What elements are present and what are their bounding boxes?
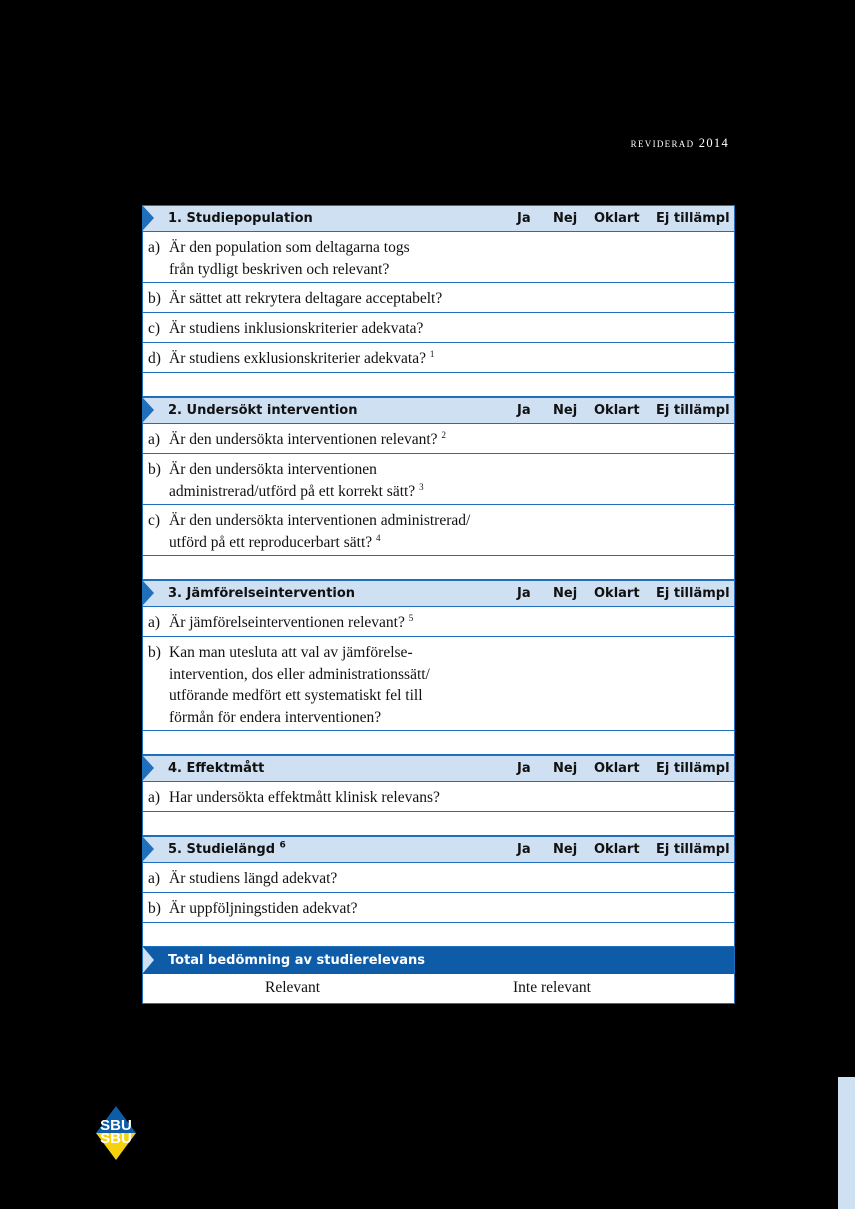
footnote-ref: 5 — [408, 612, 414, 623]
question-row: a) Är studiens längd adekvat? — [143, 863, 734, 893]
total-title: Total bedömning av studierelevans — [168, 953, 426, 968]
col-ej-tillampl: Ej tillämpl — [656, 842, 730, 857]
question-row: c) Är den undersökta interventionen administrerad/ utförd på ett reproducerbart sätt? $^4$ — [143, 505, 734, 556]
question-text: Är studiens längd adekvat? — [169, 870, 338, 887]
footnote-ref: 2 — [441, 429, 446, 440]
question-text: Är den undersökta interventionen relevant? $^2$ — [169, 429, 446, 448]
side-tab — [838, 1077, 855, 1209]
section-title: 4. Effektmått — [168, 761, 265, 776]
col-nej: Nej — [553, 586, 578, 601]
footnote-ref: 6 — [279, 840, 286, 851]
col-nej: Nej — [553, 761, 578, 776]
question-row: a) Är den population som deltagarna togs från tydligt beskriven och relevant? — [143, 232, 734, 283]
svg-text:SBU: SBU — [100, 1130, 132, 1147]
col-ej-tillampl: Ej tillämpl — [656, 586, 730, 601]
section-title: 2. Undersökt intervention — [168, 403, 358, 418]
question-row: a) Har undersökta effektmått klinisk relevans? — [143, 782, 734, 812]
col-nej: Nej — [553, 211, 578, 226]
question-row: a) Är den undersökta interventionen relevant? $^2$ — [143, 424, 734, 454]
col-ja: Ja — [517, 586, 531, 601]
col-ja: Ja — [517, 403, 531, 418]
section-spacer — [143, 923, 734, 947]
question-row: c) Är studiens inklusionskriterier adekvata? — [143, 313, 734, 343]
question-text: Är den undersökta interventionen administrerad/utförd på ett korrekt sätt? $^3$ — [169, 461, 424, 500]
col-oklart: Oklart — [594, 403, 640, 418]
col-oklart: Oklart — [594, 761, 640, 776]
total-options-row — [143, 974, 734, 1003]
checklist-table — [142, 205, 735, 1004]
question-text: Är den undersökta interventionen administrerad/ utförd på ett reproducerbart sätt? $^4$ — [169, 512, 471, 551]
question-text: Kan man utesluta att val av jämförelse- intervention, dos eller administrationssätt/ utförande medfört ett systematiskt fel till förmån för endera interventionen? — [169, 644, 430, 726]
question-row: a) Är jämförelseinterventionen relevant? $^5$ — [143, 607, 734, 637]
triangle-marker-icon — [143, 947, 154, 973]
triangle-marker-icon — [143, 837, 154, 861]
section-title: 1. Studiepopulation — [168, 211, 313, 226]
question-text: Är studiens inklusionskriterier adekvata? — [169, 320, 424, 337]
triangle-marker-icon — [143, 398, 154, 422]
section-header-undersokt-intervention — [143, 397, 734, 424]
question-row: d) Är studiens exklusionskriterier adekvata? $^1$ — [143, 343, 734, 373]
footnote-ref: 4 — [376, 532, 381, 543]
footnote-ref: 1 — [429, 348, 435, 359]
section-spacer — [143, 731, 734, 755]
section-spacer — [143, 812, 734, 836]
col-ja: Ja — [517, 761, 531, 776]
question-text: Är uppföljningstiden adekvat? — [169, 900, 358, 917]
col-ej-tillampl: Ej tillämpl — [656, 211, 730, 226]
section-spacer — [143, 373, 734, 397]
col-ja: Ja — [517, 211, 531, 226]
option-inte-relevant: Inte relevant — [513, 979, 591, 996]
question-row: b) Är uppföljningstiden adekvat? — [143, 893, 734, 923]
question-text: Är studiens exklusionskriterier adekvata? $^1$ — [169, 348, 435, 367]
section-header-jamforelseintervention — [143, 580, 734, 607]
section-header-effektmatt — [143, 755, 734, 782]
question-text: Är sättet att rekrytera deltagare acceptabelt? — [169, 290, 443, 307]
col-ej-tillampl: Ej tillämpl — [656, 761, 730, 776]
option-relevant: Relevant — [265, 979, 321, 996]
col-oklart: Oklart — [594, 586, 640, 601]
triangle-marker-icon — [143, 206, 154, 230]
question-row: b) Kan man utesluta att val av jämförelse- intervention, dos eller administrationssätt/ utförande medfört ett systematiskt fel till förmån för endera interventionen? — [143, 637, 734, 731]
svg-text:SBU: SBU — [100, 1117, 132, 1134]
sbu-logo — [96, 1106, 136, 1160]
question-row: b) Är sättet att rekrytera deltagare acceptabelt? — [143, 283, 734, 313]
triangle-marker-icon — [143, 581, 154, 605]
triangle-marker-icon — [143, 756, 154, 780]
revision-label: reviderad 2014 — [630, 136, 729, 150]
col-ej-tillampl: Ej tillämpl — [656, 403, 730, 418]
footnote-ref: 3 — [419, 481, 424, 492]
col-ja: Ja — [517, 842, 531, 857]
question-text: Är den population som deltagarna togs från tydligt beskriven och relevant? — [169, 239, 410, 278]
col-oklart: Oklart — [594, 842, 640, 857]
section-title: 5. Studielängd $^6$ — [168, 840, 286, 857]
question-text: Är jämförelseinterventionen relevant? $^5$ — [169, 612, 414, 631]
section-spacer — [143, 556, 734, 580]
col-oklart: Oklart — [594, 211, 640, 226]
question-row: b) Är den undersökta interventionen administrerad/utförd på ett korrekt sätt? $^3$ — [143, 454, 734, 505]
section-header-studiepopulation — [143, 205, 734, 232]
col-nej: Nej — [553, 842, 578, 857]
section-title: 3. Jämförelseintervention — [168, 586, 356, 601]
section-header-studielangd — [143, 836, 734, 863]
question-text: Har undersökta effektmått klinisk relevans? — [169, 789, 440, 806]
col-nej: Nej — [553, 403, 578, 418]
total-assessment-header — [143, 947, 734, 974]
